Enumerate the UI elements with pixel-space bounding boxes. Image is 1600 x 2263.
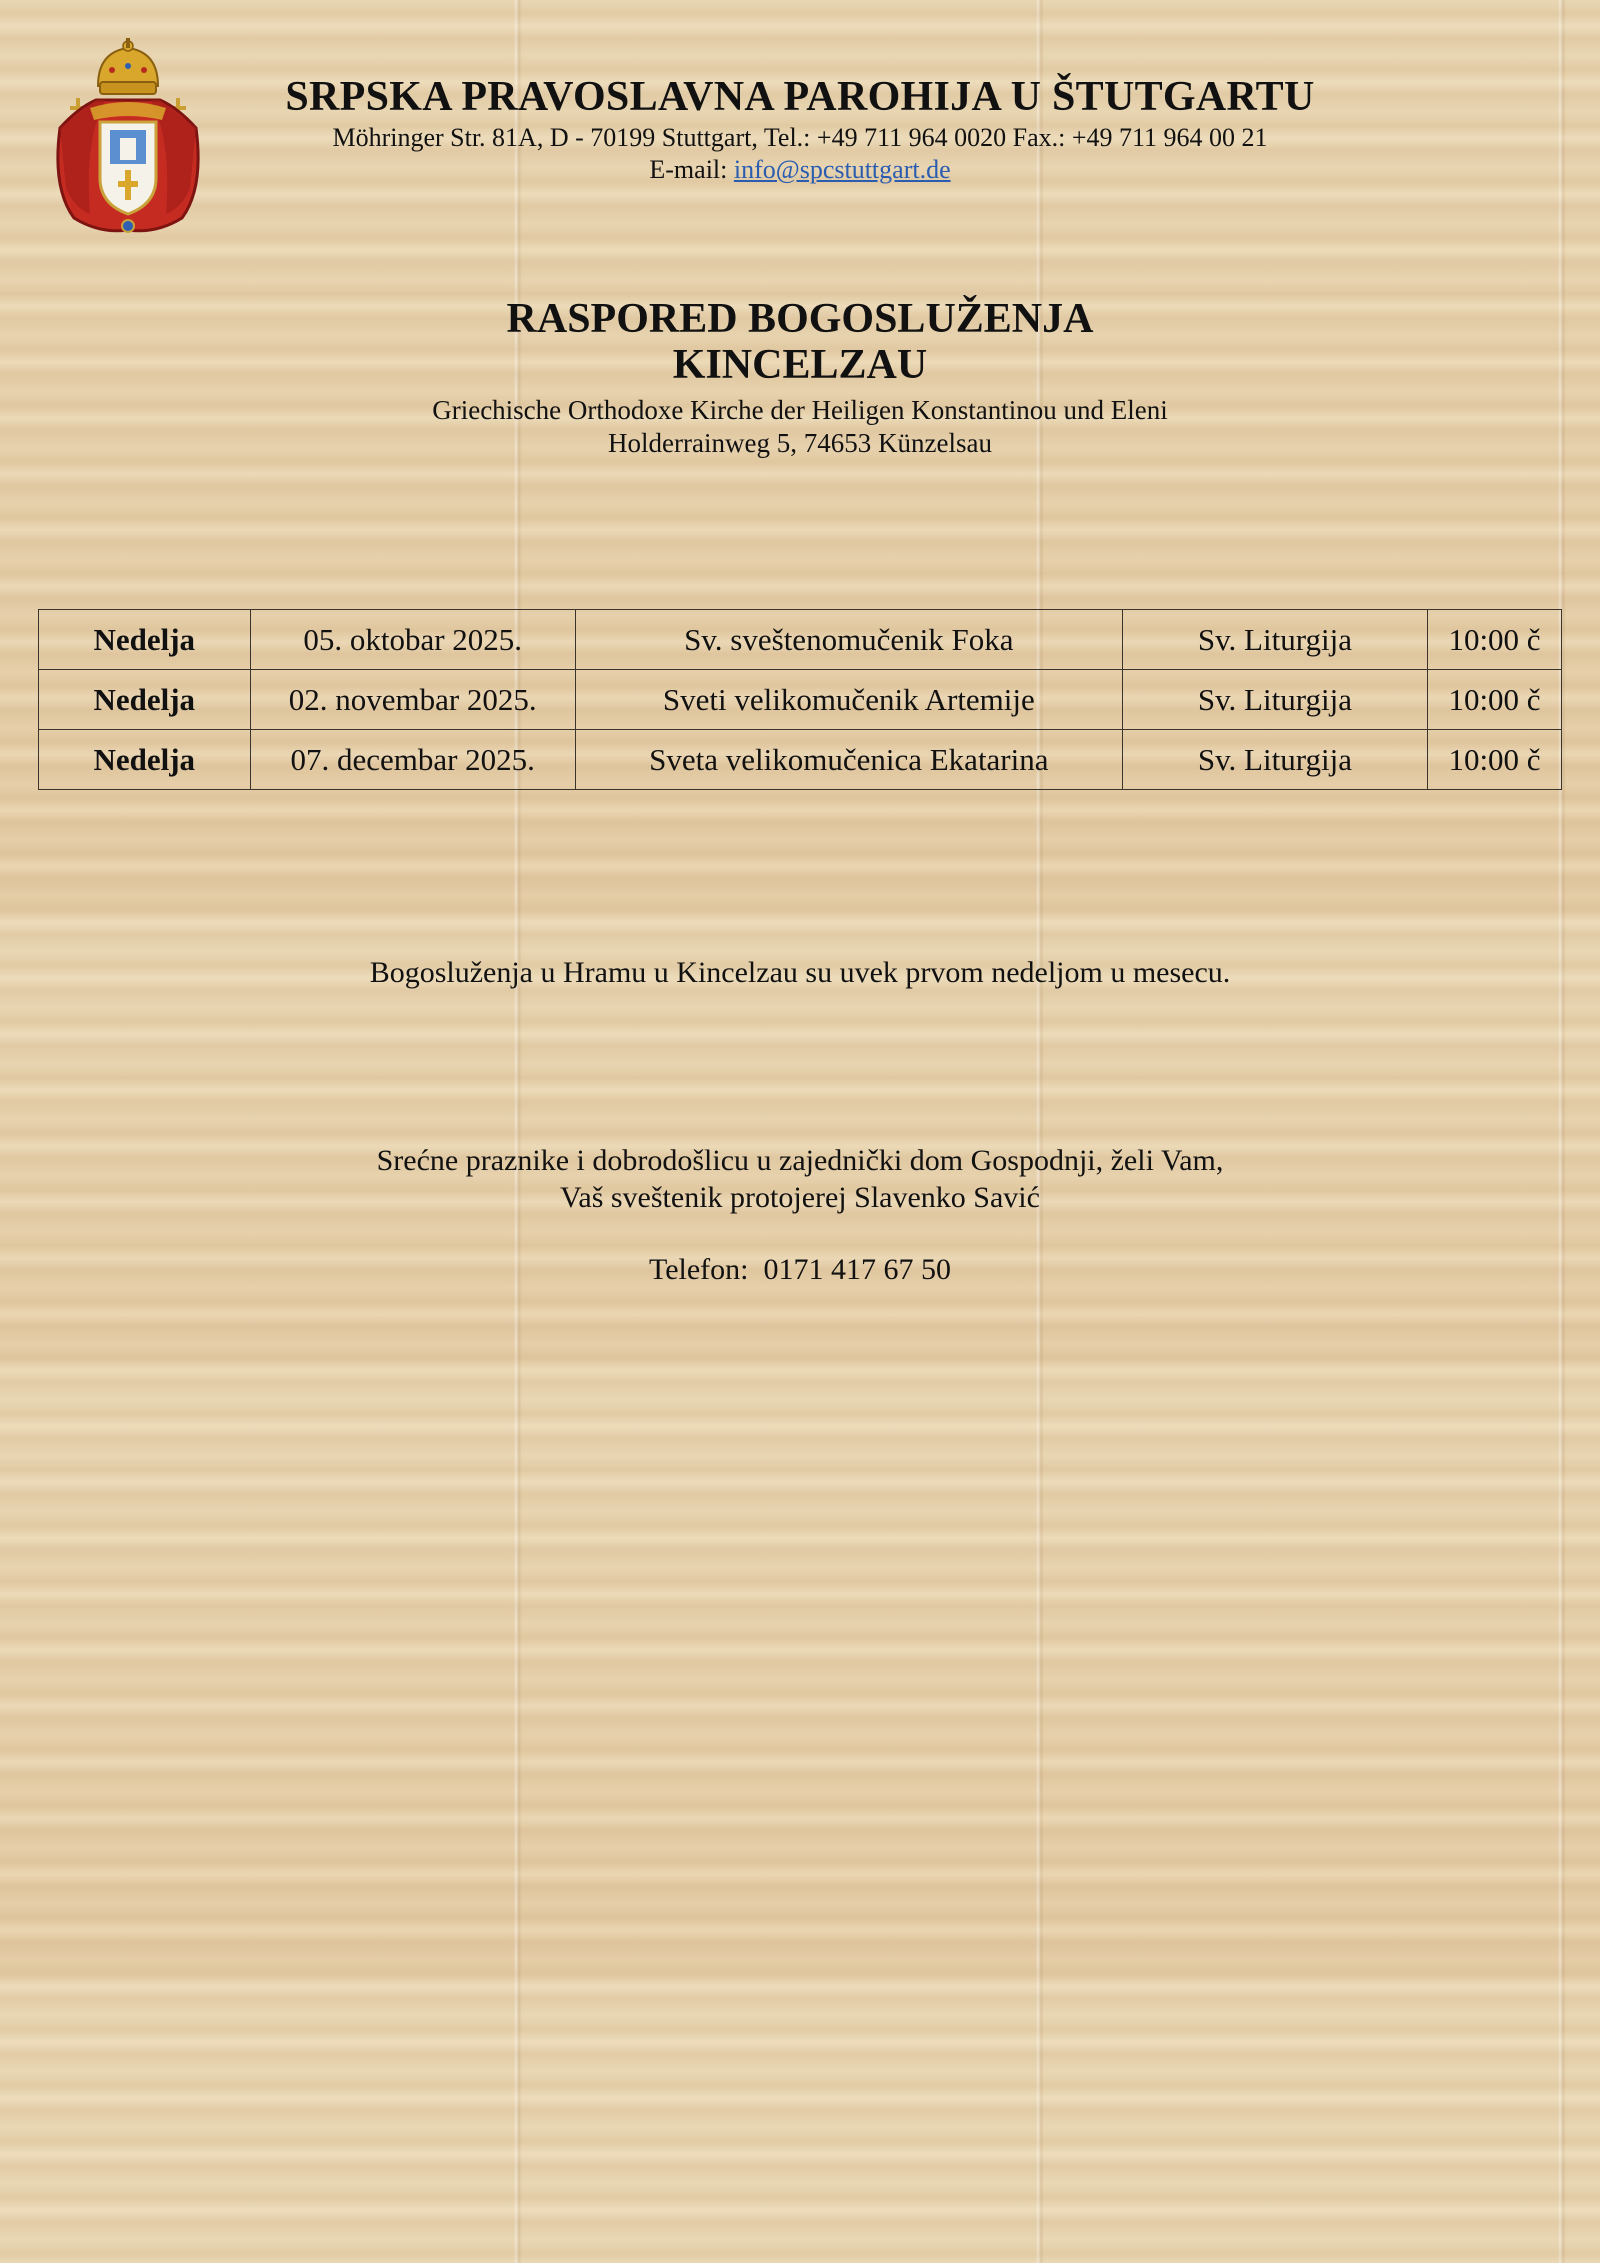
time-cell: 10:00 č bbox=[1428, 670, 1562, 730]
schedule-title-block bbox=[100, 296, 1500, 460]
parish-address: Möhringer Str. 81A, D - 70199 Stuttgart, Tel.: +49 711 964 0020 Fax.: +49 711 964 00 21 bbox=[332, 123, 1268, 152]
feast-cell: Sv. sveštenomučenik Foka bbox=[575, 610, 1122, 670]
table-row bbox=[39, 610, 1562, 670]
phone-line bbox=[100, 1252, 1500, 1288]
day-cell: Nedelja bbox=[39, 670, 251, 730]
greeting bbox=[100, 1142, 1500, 1216]
parish-header bbox=[230, 72, 1370, 186]
church-address: Holderrainweg 5, 74653 Künzelsau bbox=[608, 428, 992, 458]
date-cell: 02. novembar 2025. bbox=[250, 670, 575, 730]
parish-name: SRPSKA PRAVOSLAVNA PAROHIJA U ŠTUTGARTU bbox=[285, 74, 1315, 120]
phone-label: Telefon: bbox=[648, 1253, 749, 1286]
schedule-table bbox=[38, 609, 1562, 790]
location-title: KINCELZAU bbox=[672, 342, 928, 388]
time-cell: 10:00 č bbox=[1428, 730, 1562, 790]
table-row bbox=[39, 730, 1562, 790]
feast-cell: Sveti velikomučenik Artemije bbox=[575, 670, 1122, 730]
church-name: Griechische Orthodoxe Kirche der Heiligen Konstantinou und Eleni bbox=[432, 395, 1168, 425]
table-row bbox=[39, 670, 1562, 730]
service-cell: Sv. Liturgija bbox=[1122, 610, 1427, 670]
email-line bbox=[230, 154, 1370, 186]
feast-cell: Sveta velikomučenica Ekatarina bbox=[575, 730, 1122, 790]
date-cell: 07. decembar 2025. bbox=[250, 730, 575, 790]
time-cell: 10:00 č bbox=[1428, 610, 1562, 670]
schedule-title: RASPORED BOGOSLUŽENJA bbox=[506, 296, 1094, 342]
schedule-note: Bogosluženja u Hramu u Kincelzau su uvek prvom nedeljom u mesecu. bbox=[369, 956, 1231, 989]
date-cell: 05. oktobar 2025. bbox=[250, 610, 575, 670]
greeting-line: Srećne praznike i dobrodošlicu u zajednički dom Gospodnji, želi Vam, bbox=[376, 1144, 1224, 1177]
email-link[interactable]: info@spcstuttgart.de bbox=[733, 155, 951, 184]
email-label: E-mail: bbox=[649, 155, 728, 184]
phone-number: 0171 417 67 50 bbox=[763, 1253, 952, 1286]
priest-signature: Vaš sveštenik protojerej Slavenko Savić bbox=[560, 1181, 1040, 1214]
day-cell: Nedelja bbox=[39, 730, 251, 790]
day-cell: Nedelja bbox=[39, 610, 251, 670]
coat-of-arms-icon bbox=[40, 38, 215, 238]
service-cell: Sv. Liturgija bbox=[1122, 730, 1427, 790]
service-cell: Sv. Liturgija bbox=[1122, 670, 1427, 730]
